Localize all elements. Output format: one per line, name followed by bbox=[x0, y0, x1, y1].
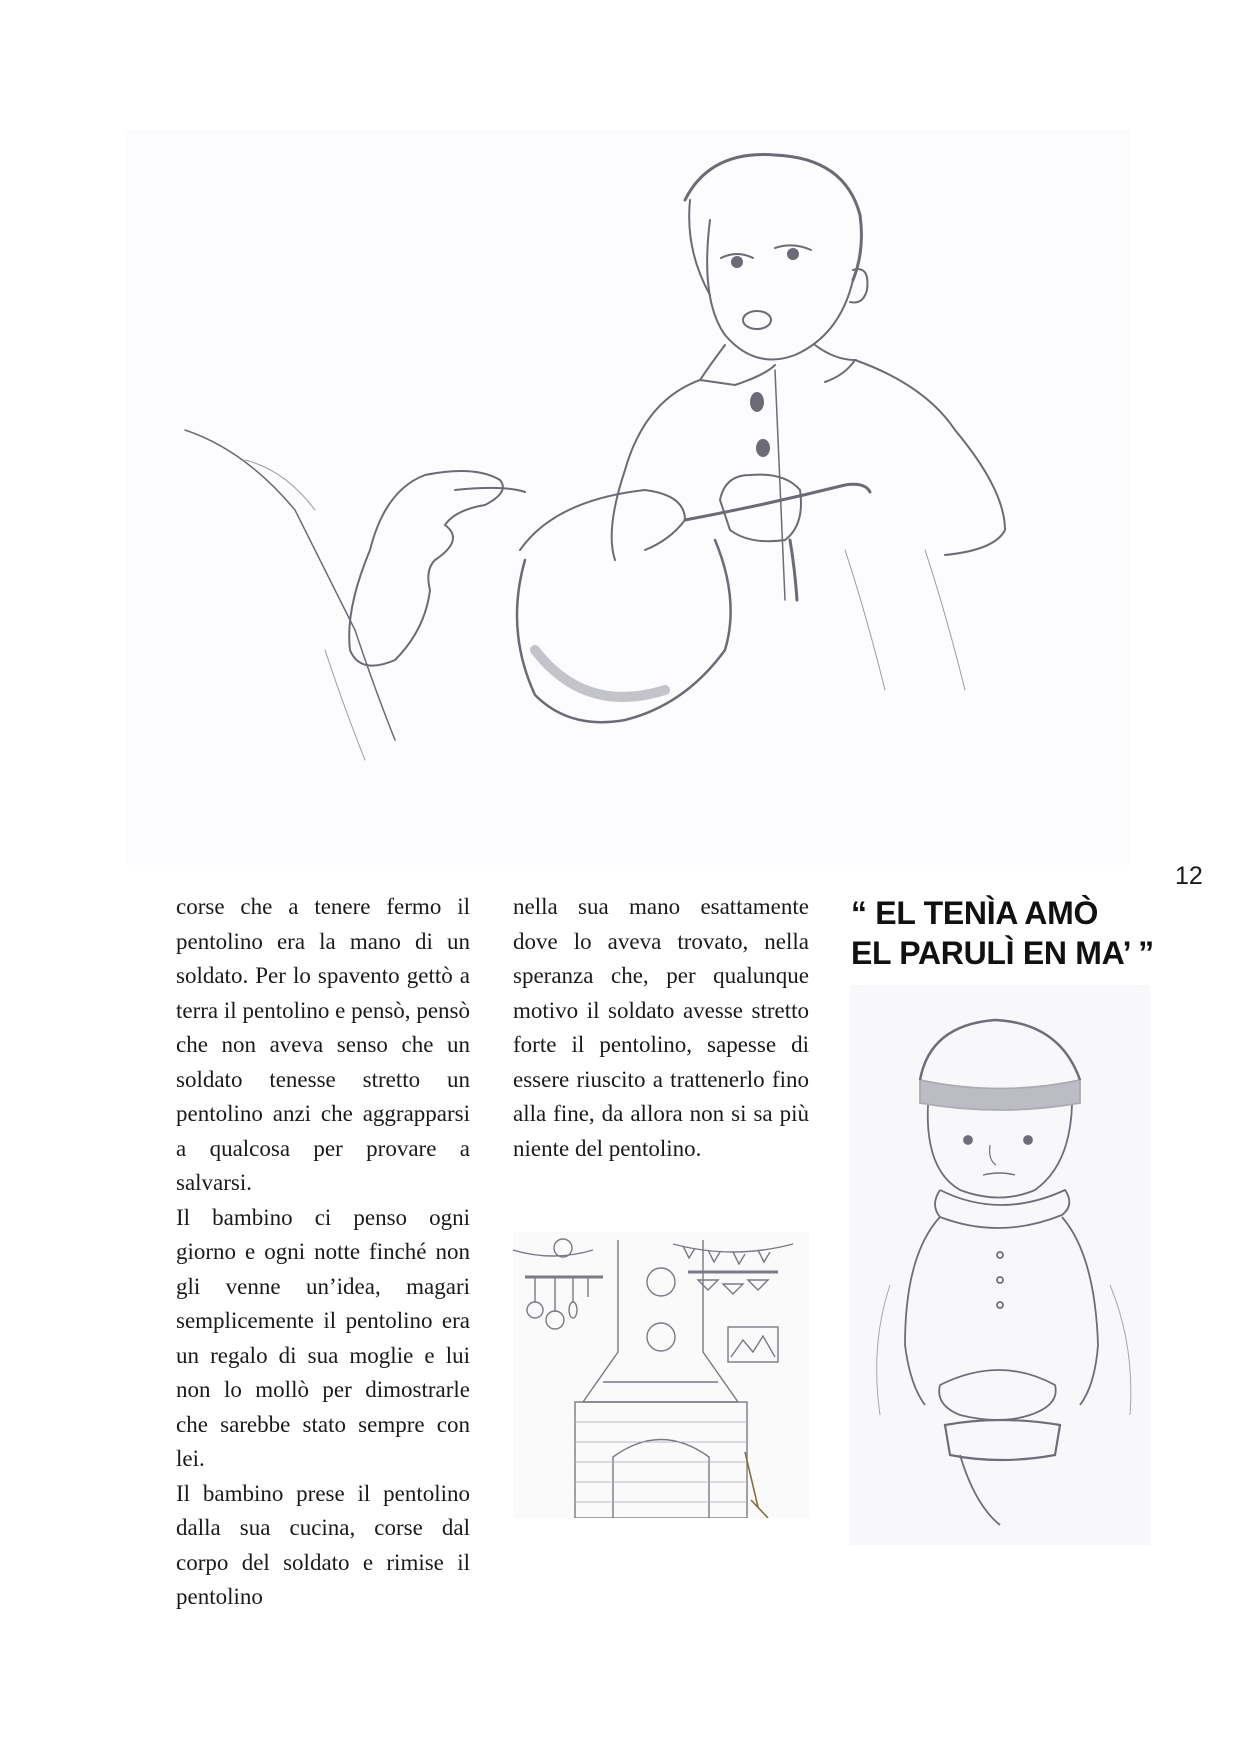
illustration-kitchen-fireplace bbox=[513, 1232, 809, 1518]
paragraph: Il bambino prese il pentolino dalla sua cucina, corse dal corpo del soldato e rimise il pentolino bbox=[176, 1480, 470, 1609]
illustration-child-with-hat bbox=[850, 985, 1150, 1545]
illustration-child-with-pot bbox=[125, 130, 1130, 865]
paragraph: Il bambino ci penso ogni giorno e ogni notte finché non gli venne un’idea, magari semplicemente il pentolino era un regalo di sua moglie e lui non lo mollò per dimostrarle che sarebbe stato sempre con lei. bbox=[176, 1204, 470, 1471]
page-number: 12 bbox=[1175, 862, 1203, 890]
text-column-middle bbox=[513, 890, 809, 1166]
pull-quote-line-1: “ EL TENÌA AMÒ bbox=[851, 895, 1099, 931]
pull-quote bbox=[851, 893, 1154, 973]
paragraph: nella sua mano esattamente dove lo aveva trovato, nella speranza che, per qualunque motivo il soldato avesse stretto forte il pentolino, sapesse di essere riuscito a trattenerlo fino alla fine, da allora non si sa più niente del pentolino. bbox=[513, 894, 809, 1161]
paragraph: corse che a tenere fermo il pentolino era la mano di un soldato. Per lo spavento gettò a terra il pentolino e pensò, pensò che non aveva senso che un soldato tenesse stretto un pentolino anzi che aggrapparsi a qualcosa per provare a salvarsi. bbox=[176, 894, 470, 1195]
pull-quote-line-2: EL PARULÌ EN MA’ ” bbox=[851, 935, 1154, 971]
text-column-left bbox=[176, 890, 470, 1615]
